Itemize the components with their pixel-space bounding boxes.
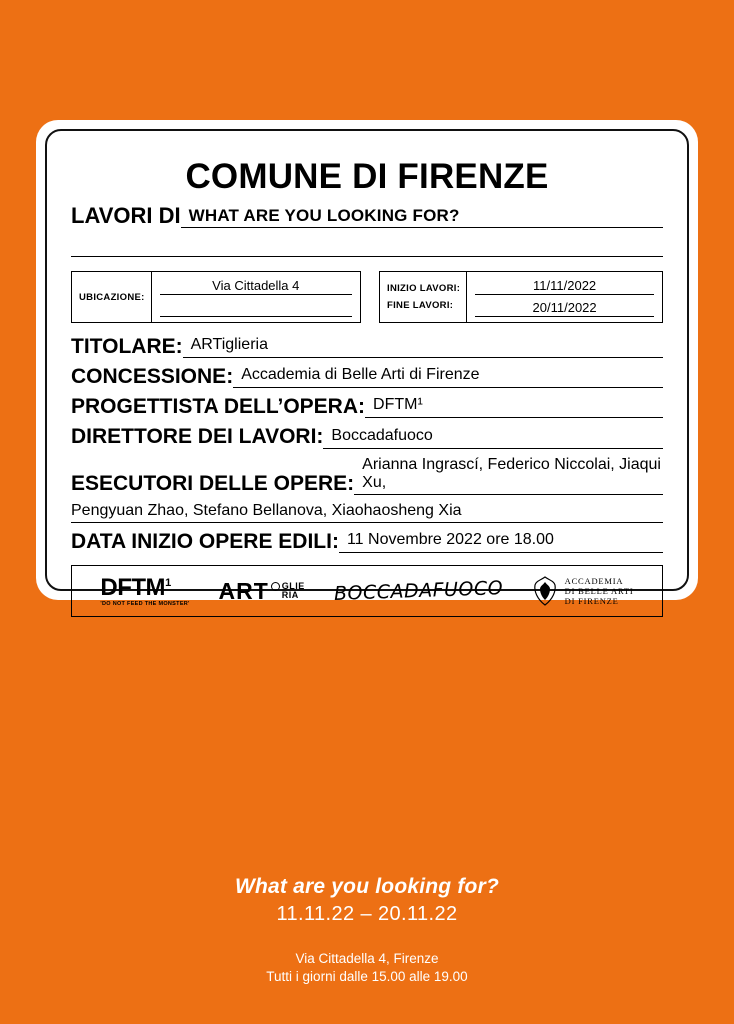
accademia-line-2: DI BELLE ARTI [564,586,634,597]
caption-title: What are you looking for? [234,875,499,898]
caption-address-block [0,950,734,986]
artiglieria-logo-stack-top: GLIE [281,580,305,591]
caption-dates: 11.11.22 – 20.11.22 [276,903,458,925]
caption-address: Via Cittadella 4, Firenze [295,951,439,966]
info-boxes [71,271,663,323]
location-box-values [152,272,360,322]
works-value: WHAT ARE YOU LOOKING FOR? [181,206,663,229]
field-concessione [71,365,663,388]
field-label: ESECUTORI DELLE OPERE: [71,472,355,496]
crest-icon [532,576,558,606]
start-works-label: INIZIO LAVORI: [387,283,461,295]
field-value: Arianna Ingrascí, Federico Niccolai, Jiaqui Xu, [354,456,663,496]
dates-box [379,271,663,323]
works-row [71,204,663,228]
artiglieria-logo-stack-bottom: RIA [281,589,299,600]
permit-sign-border [45,129,689,607]
boccadafuoco-logo: BOCCADAFUOCO [333,577,504,606]
field-label: DIRETTORE DEI LAVORI: [71,425,324,449]
location-box [71,271,361,323]
dftm-logo-superscript: 1 [165,576,171,589]
dates-box-labels [380,272,467,322]
accademia-logo-text [565,576,634,606]
artiglieria-logo-text: ART [218,577,269,604]
field-progettista [71,395,663,418]
field-value: ARTiglieria [183,336,663,358]
dftm-logo-tagline: 'DO NOT FEED THE MONSTER' [100,600,190,607]
field-titolare [71,335,663,358]
field-data-inizio [71,530,663,553]
location-label: UBICAZIONE: [79,291,145,303]
field-label: DATA INIZIO OPERE EDILI: [71,530,339,554]
caption-hours: Tutti i giorni dalle 15.00 alle 19.00 [266,969,468,984]
location-value-second [160,299,352,317]
page-title: COMUNE DI FIRENZE [185,157,549,196]
dftm-logo-wordmark [100,573,189,601]
logo-bar [71,565,663,617]
accademia-logo [532,576,634,606]
field-value: Boccadafuoco [323,427,663,449]
poster-caption [0,875,734,986]
fields-list [71,335,663,553]
end-works-label: FINE LAVORI: [387,300,454,312]
location-box-labels [72,272,152,322]
circle-icon [271,582,280,591]
start-works-value: 11/11/2022 [475,277,654,295]
field-value: 11 Novembre 2022 ore 18.00 [339,531,663,553]
permit-sign [36,120,698,607]
artiglieria-logo-stack [282,582,305,600]
accademia-line-1: ACCADEMIA [564,576,624,587]
field-label: PROGETTISTA DELL’OPERA: [71,395,366,419]
field-value: Accademia di Belle Arti di Firenze [233,366,663,388]
field-esecutori [71,456,663,496]
field-esecutori-continued: Pengyuan Zhao, Stefano Bellanova, Xiaohaosheng Xia [71,502,663,523]
end-works-value: 20/11/2022 [475,299,654,317]
works-second-line [71,238,663,257]
field-value: DFTM¹ [365,396,663,418]
field-label: TITOLARE: [71,335,183,359]
location-value: Via Cittadella 4 [160,277,352,295]
field-label: CONCESSIONE: [71,365,234,389]
works-label: LAVORI DI [71,203,181,228]
dates-box-values [467,272,662,322]
accademia-line-3: DI FIRENZE [564,596,619,607]
dftm-logo [100,573,190,608]
field-direttore [71,425,663,448]
artiglieria-logo [219,578,305,605]
dftm-logo-text: DFTM [100,573,166,601]
